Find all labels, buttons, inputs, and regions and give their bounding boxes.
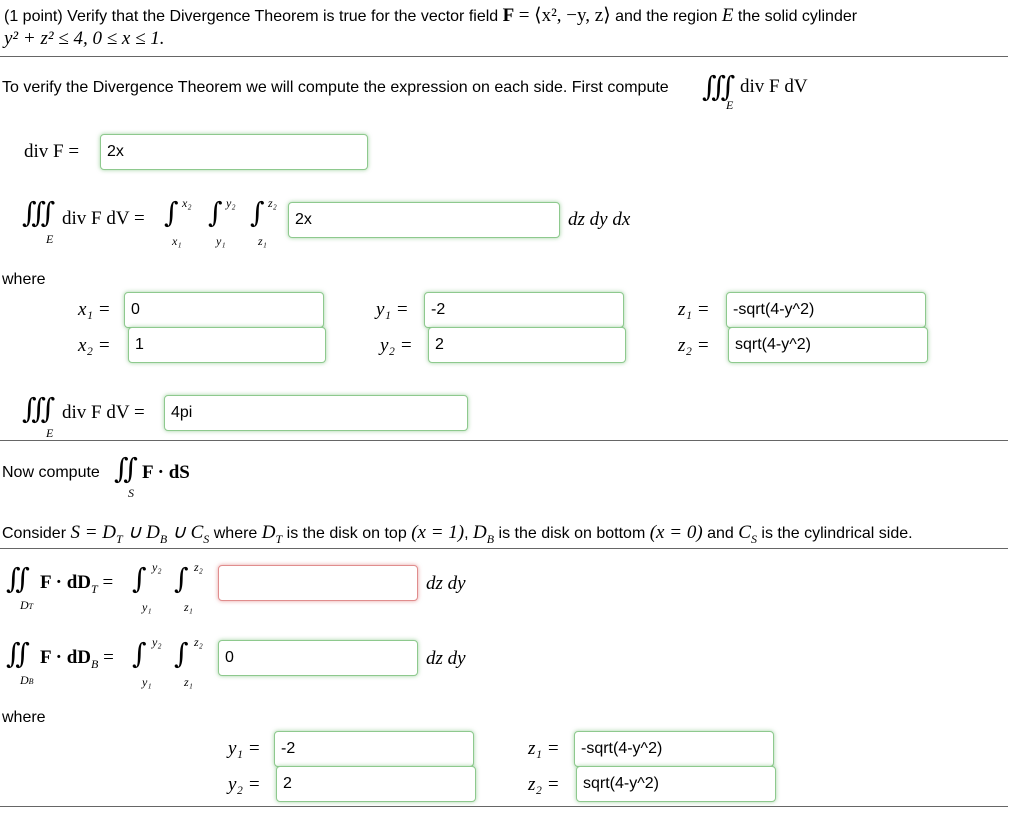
y2-label-2: y₂ = bbox=[228, 774, 261, 795]
bottom-limit-z-upper: z₂ bbox=[194, 635, 203, 649]
bottom-lhs: $F \cdot dD_B$ = bbox=[40, 647, 114, 671]
z1-input-2[interactable] bbox=[574, 731, 774, 767]
bottom-integrand-input[interactable] bbox=[218, 640, 418, 676]
x2-input[interactable] bbox=[128, 327, 326, 363]
top-integrand-input[interactable] bbox=[218, 565, 418, 601]
integral-x-icon: ∫ bbox=[164, 196, 169, 229]
divider bbox=[0, 806, 1008, 807]
intro-integrand: div F dV bbox=[740, 76, 808, 97]
problem-text-a: Verify that the Divergence Theorem is true for the vector field bbox=[67, 8, 499, 25]
y2-input[interactable] bbox=[428, 327, 626, 363]
top-domain-letter: D bbox=[20, 598, 29, 612]
volume-input[interactable] bbox=[164, 395, 468, 431]
limit-y-upper: y₂ bbox=[226, 196, 236, 210]
problem-text-b: and the region bbox=[615, 8, 718, 25]
top-limit-y-lower: y₁ bbox=[142, 600, 152, 614]
intro-domain: E bbox=[726, 98, 734, 112]
z2-input-2[interactable] bbox=[576, 766, 776, 802]
x1-label: x₁ = bbox=[78, 299, 111, 320]
where-label: where bbox=[2, 271, 46, 288]
setup-domain: E bbox=[46, 232, 54, 246]
y1-input[interactable] bbox=[424, 292, 624, 328]
top-condition: (x = 1) bbox=[411, 522, 465, 543]
x1-input[interactable] bbox=[124, 292, 324, 328]
surface-integral bbox=[114, 450, 204, 500]
limit-z-lower: z₁ bbox=[258, 234, 267, 248]
z1-label-2: z₁ = bbox=[528, 738, 560, 759]
bottom-domain-letter: D bbox=[20, 673, 29, 687]
x2-label: x₂ = bbox=[78, 335, 111, 356]
differentials: dz dy dx bbox=[568, 209, 631, 230]
region-expr: y² + z² ≤ 4, 0 ≤ x ≤ 1. bbox=[4, 28, 165, 49]
bottom-differentials: dz dy bbox=[426, 648, 466, 669]
top-disk-integral bbox=[6, 558, 216, 616]
y2-label: y₂ = bbox=[380, 335, 413, 356]
limit-x-upper: x₂ bbox=[182, 196, 192, 210]
setup-lhs: div F dV = bbox=[62, 208, 145, 229]
y1-label: y₁ = bbox=[376, 299, 409, 320]
double-integral-icon: ∬ bbox=[6, 637, 20, 670]
field-name: F bbox=[502, 5, 515, 26]
consider-line: Consider $S = D_T$ ∪ $D_B$ ∪ $C_S$ where $D_T$ is the disk on top (x = 1), $D_B$ is the disk on bottom (x = 0) and $C_S$ is the cylindrical side. bbox=[2, 522, 913, 546]
bottom-lhs-text: F · dD bbox=[40, 647, 92, 668]
consider-text-c: is the disk on top bbox=[286, 525, 407, 542]
integral-y-icon: ∫ bbox=[208, 196, 213, 229]
z1-label: z₁ = bbox=[678, 299, 710, 320]
problem-text-c: the solid cylinder bbox=[737, 8, 858, 25]
CS-symbol: $C_S$ bbox=[738, 522, 757, 546]
consider-text-a: Consider bbox=[2, 525, 67, 542]
volume-domain: E bbox=[46, 426, 54, 440]
z2-input[interactable] bbox=[728, 327, 928, 363]
consider-text-d: is the disk on bottom bbox=[498, 525, 646, 542]
top-lhs: $F \cdot dD_T$ = bbox=[40, 572, 114, 596]
problem-statement-line1 bbox=[4, 4, 857, 27]
integral-z-icon: ∫ bbox=[250, 196, 255, 229]
S-equals: S = D bbox=[70, 522, 117, 543]
limit-z-upper: z₂ bbox=[268, 196, 277, 210]
bottom-limit-y-upper: y₂ bbox=[152, 635, 162, 649]
intro-triple-integral bbox=[702, 68, 822, 114]
volume-integral bbox=[22, 390, 162, 440]
integrand-input[interactable] bbox=[288, 202, 560, 238]
DT-symbol: $D_T$ bbox=[261, 522, 283, 546]
bottom-domain: DB bbox=[20, 673, 34, 687]
limit-y-lower: y₁ bbox=[216, 234, 226, 248]
y2-input-2[interactable] bbox=[276, 766, 476, 802]
bottom-condition: (x = 0) bbox=[649, 522, 703, 543]
integral-z-icon: ∫ bbox=[174, 562, 179, 595]
divF-input[interactable] bbox=[100, 134, 368, 170]
DB-symbol: $D_B$ bbox=[473, 522, 495, 546]
divF-label: div F = bbox=[24, 141, 80, 162]
region-name: E bbox=[721, 5, 734, 26]
integral-y-icon: ∫ bbox=[132, 562, 137, 595]
divider bbox=[0, 548, 1008, 549]
integral-y-icon: ∫ bbox=[132, 637, 137, 670]
top-limit-z-lower: z₁ bbox=[184, 600, 193, 614]
top-domain: DT bbox=[20, 598, 34, 612]
S-decomposition: $S = D_T$ ∪ $D_B$ ∪ $C_S$ bbox=[70, 522, 210, 546]
surface-domain: S bbox=[128, 486, 134, 500]
double-integral-icon: ∬ bbox=[6, 562, 20, 595]
consider-text-f: is the cylindrical side. bbox=[761, 525, 913, 542]
triple-integral-icon: ∭ bbox=[22, 392, 46, 425]
bottom-limit-z-lower: z₁ bbox=[184, 675, 193, 689]
where-label: where bbox=[2, 709, 46, 726]
points-label: (1 point) bbox=[4, 8, 63, 25]
consider-text-b: where bbox=[213, 525, 258, 542]
consider-text-e: and bbox=[707, 525, 734, 542]
surface-integrand: F · dS bbox=[142, 462, 190, 483]
triple-integral-icon: ∭ bbox=[22, 196, 46, 229]
y1-input-2[interactable] bbox=[274, 731, 474, 767]
top-limit-y-upper: y₂ bbox=[152, 560, 162, 574]
integral-z-icon: ∫ bbox=[174, 637, 179, 670]
top-limit-z-upper: z₂ bbox=[194, 560, 203, 574]
divider bbox=[0, 56, 1008, 57]
volume-lhs: div F dV = bbox=[62, 402, 145, 423]
z1-input[interactable] bbox=[726, 292, 926, 328]
field-expr: = ⟨x², −y, z⟩ bbox=[518, 5, 611, 26]
triple-integral-setup bbox=[22, 194, 292, 250]
bottom-limit-y-lower: y₁ bbox=[142, 675, 152, 689]
double-integral-icon: ∬ bbox=[114, 452, 128, 485]
divider bbox=[0, 440, 1008, 441]
intro-text: To verify the Divergence Theorem we will compute the expression on each side. First compute bbox=[2, 79, 669, 96]
z2-label: z₂ = bbox=[678, 335, 710, 356]
bottom-disk-integral bbox=[6, 633, 216, 691]
triple-integral-icon: ∭ bbox=[702, 70, 726, 103]
limit-x-lower: x₁ bbox=[172, 234, 182, 248]
y1-label-2: y₁ = bbox=[228, 738, 261, 759]
top-lhs-text: F · dD bbox=[40, 572, 92, 593]
top-differentials: dz dy bbox=[426, 573, 466, 594]
now-compute-text: Now compute bbox=[2, 464, 100, 481]
z2-label-2: z₂ = bbox=[528, 774, 560, 795]
